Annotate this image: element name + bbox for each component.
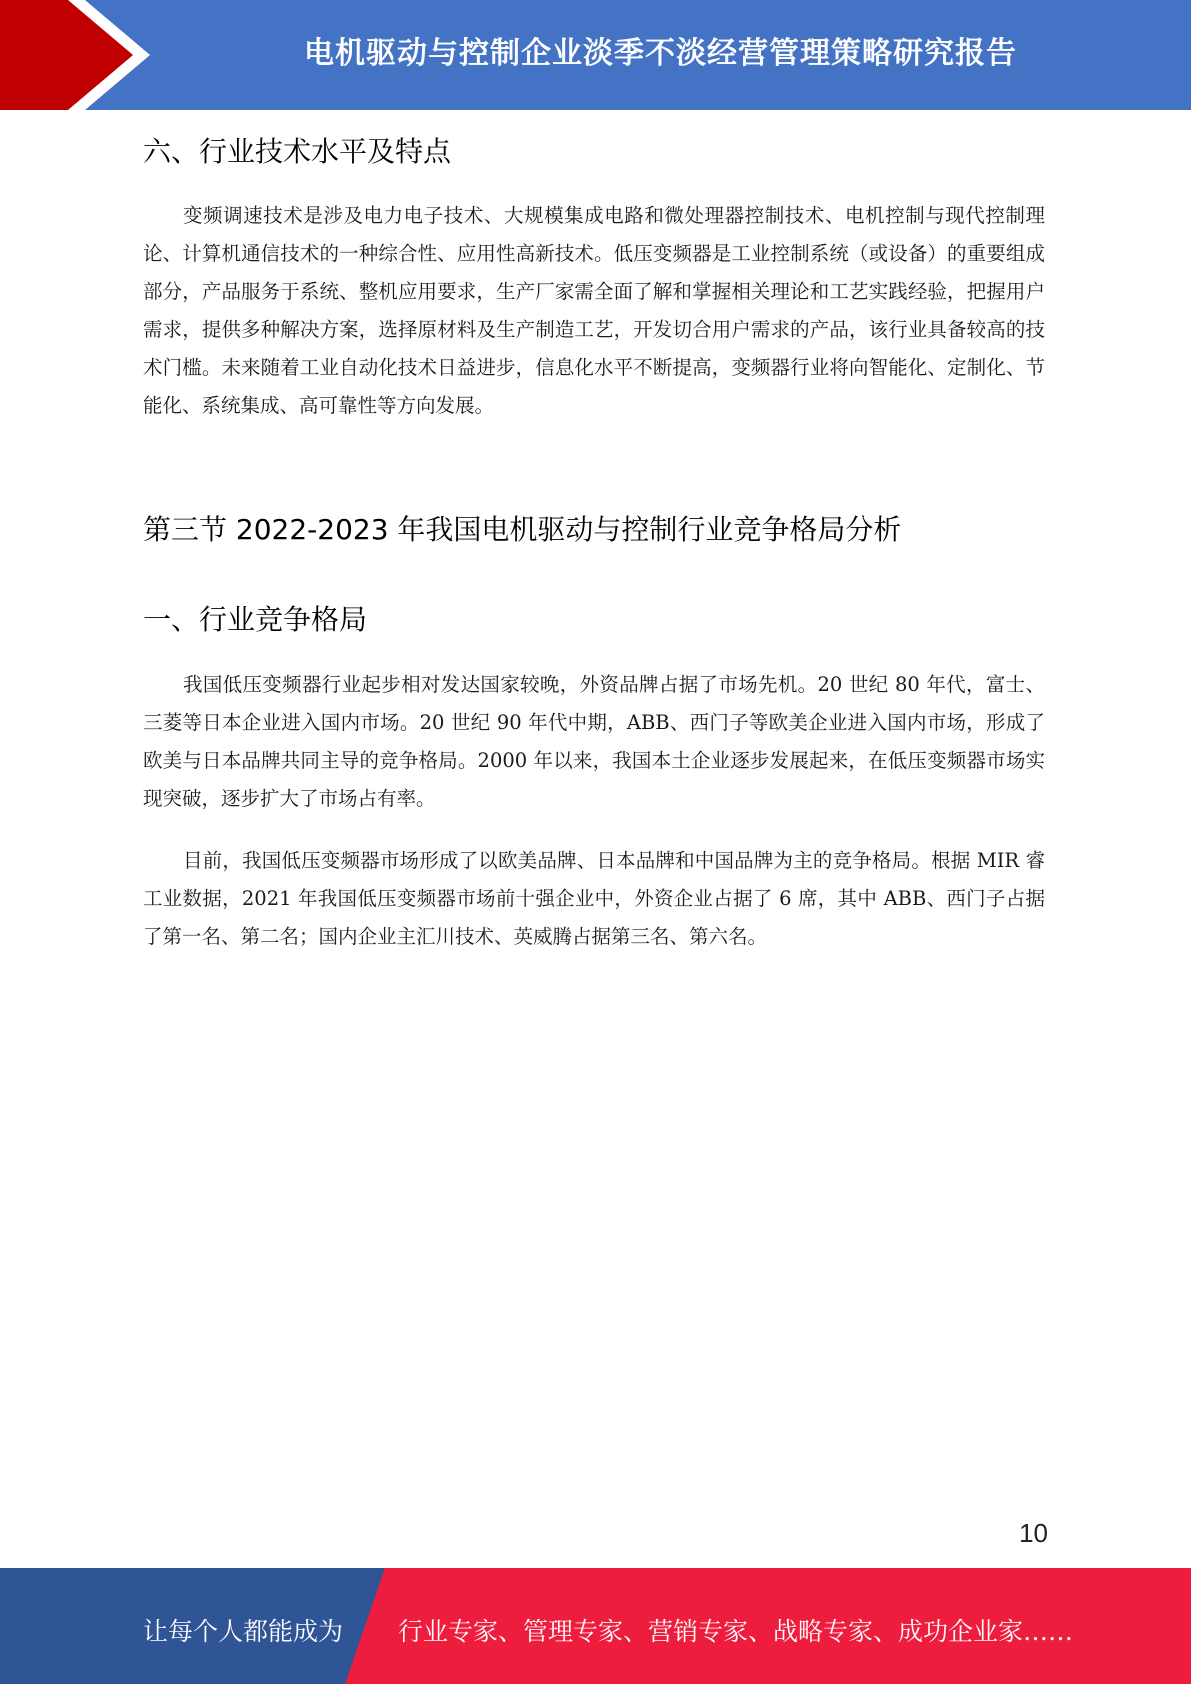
section-heading-competition: 一、行业竞争格局 <box>143 603 368 636</box>
paragraph-competition-history: 我国低压变频器行业起步相对发达国家较晚，外资品牌占据了市场先机。20 世纪 80 年代，富士、三菱等日本企业进入国内市场。20 世纪 90 年代中期，ABB、西门子等欧美企业进入国内市场，形成了欧美与日本品牌共同主导的竞争格局。2000 年以来，我国本土企业逐步发展起来，在低压变频器市场实现突破，逐步扩大了市场占有率。 <box>143 673 1045 810</box>
header-banner <box>0 0 1191 110</box>
paragraph-tech-level: 变频调速技术是涉及电力电子技术、大规模集成电路和微处理器控制技术、电机控制与现代控制理论、计算机通信技术的一种综合性、应用性高新技术。低压变频器是工业控制系统（或设备）的重要组成部分，产品服务于系统、整机应用要求，生产厂家需全面了解和掌握相关理论和工艺实践经验，把握用户需求，提供多种解决方案，选择原材料及生产制造工艺，开发切合用户需求的产品，该行业具备较高的技术门槛。未来随着工业自动化技术日益进步，信息化水平不断提高，变频器行业将向智能化、定制化、节能化、系统集成、高可靠性等方向发展。 <box>143 204 1045 417</box>
footer-banner <box>0 1568 1191 1684</box>
footer-slogan-left: 让每个人都能成为 <box>143 1617 344 1646</box>
page-number: 10 <box>1019 1518 1048 1548</box>
report-title: 电机驱动与控制企业淡季不淡经营管理策略研究报告 <box>304 36 1017 71</box>
paragraph-competition-current: 目前，我国低压变频器市场形成了以欧美品牌、日本品牌和中国品牌为主的竞争格局。根据 MIR 睿工业数据，2021 年我国低压变频器市场前十强企业中，外资企业占据了 6 席，其中 ABB、西门子占据了第一名、第二名；国内企业主汇川技术、英威腾占据第三名、第六名。 <box>143 849 1045 948</box>
footer-slogan-right: 行业专家、管理专家、营销专家、战略专家、成功企业家…… <box>398 1617 1074 1646</box>
section-heading-tech-level: 六、行业技术水平及特点 <box>143 135 452 168</box>
chapter-heading: 第三节 2022-2023 年我国电机驱动与控制行业竞争格局分析 <box>143 513 902 546</box>
